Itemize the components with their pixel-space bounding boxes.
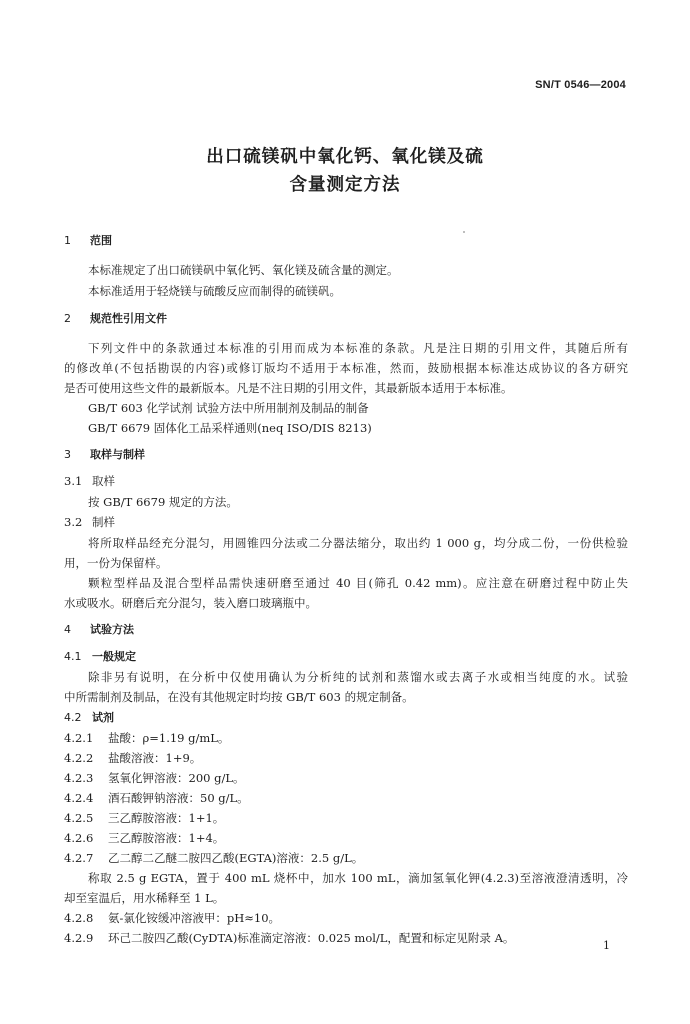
item-text: 氨-氯化铵缓冲溶液甲：pH≈10。 [108,911,281,925]
subsection-4-2 [64,710,628,726]
item-text: 三乙醇胺溶液：1+4。 [108,831,225,845]
section-number: 2 [64,312,71,325]
section-title: 范围 [90,234,112,247]
item-number: 4.2.2 [64,751,94,765]
reagent-item [64,730,628,746]
subsection-number: 4.2 [64,711,82,724]
item-number: 4.2.9 [64,931,94,945]
paragraph-line: 称取 2.5 g EGTA，置于 400 mL 烧杯中，加水 100 mL，滴加氢氧化钾(4.2.3)至溶液澄清透明，冷 [88,871,628,885]
subsection-number: 3.2 [64,515,83,529]
subsection-number: 3.1 [64,474,83,488]
subsection-title: 制样 [92,515,115,529]
section-1-heading [64,233,628,249]
paragraph-line: 却至室温后，用水稀释至 1 L。 [64,891,225,905]
page-number: 1 [603,939,610,952]
item-number: 4.2.6 [64,831,94,845]
section-3-heading [64,447,628,463]
normative-reference: GB/T 603 化学试剂 试验方法中所用制剂及制品的制备 [88,401,369,415]
subsection-title: 一般规定 [92,650,136,663]
section-2-heading [64,311,628,327]
standard-code: SN/T 0546—2004 [535,79,626,91]
subsection-3-1 [64,473,628,489]
normative-reference: GB/T 6679 固体化工品采样通则(neq ISO/DIS 8213) [88,421,372,435]
paragraph-line: 用，一份为保留样。 [64,556,168,570]
section-title: 规范性引用文件 [90,312,167,325]
reagent-item [64,930,628,946]
reagent-item [64,830,628,846]
subsection-title: 试剂 [92,711,114,724]
subsection-4-1 [64,649,628,665]
paragraph-line: 是否可使用这些文件的最新版本。凡是不注日期的引用文件，其最新版本适用于本标准。 [64,381,513,395]
item-number: 4.2.1 [64,731,94,745]
subsection-3-2 [64,514,628,530]
paragraph: 本标准规定了出口硫镁矾中氧化钙、氧化镁及硫含量的测定。 [88,263,399,277]
reagent-item [64,770,628,786]
paragraph-line: 除非另有说明，在分析中仅使用确认为分析纯的试剂和蒸馏水或去离子水或相当纯度的水。试验 [88,670,628,684]
paragraph-line: 的修改单(不包括勘误的内容)或修订版均不适用于本标准，然而，鼓励根据本标准达成协议的各方研究 [64,361,628,375]
item-text: 盐酸：ρ=1.19 g/mL。 [108,731,230,745]
item-number: 4.2.3 [64,771,94,785]
paragraph-line: 下列文件中的条款通过本标准的引用而成为本标准的条款。凡是注日期的引用文件，其随后所有 [88,341,628,355]
paragraph: 按 GB/T 6679 规定的方法。 [88,495,238,509]
item-number: 4.2.4 [64,791,94,805]
paragraph-line: 将所取样品经充分混匀，用圆锥四分法或二分器法缩分，取出约 1 000 g，均分成二份，一份供检验 [88,536,628,550]
section-title: 试验方法 [90,623,134,636]
section-4-heading [64,622,628,638]
item-text: 酒石酸钾钠溶液：50 g/L。 [108,791,249,805]
section-number: 4 [64,623,71,636]
reagent-item [64,910,628,926]
item-text: 三乙醇胺溶液：1+1。 [108,811,225,825]
subsection-title: 取样 [92,474,115,488]
reagent-item [64,750,628,766]
reagent-item [64,790,628,806]
subsection-number: 4.1 [64,650,82,663]
document-title-line1: 出口硫镁矾中氧化钙、氧化镁及硫 [206,147,484,167]
paragraph-line: 中所需制剂及制品，在没有其他规定时均按 GB/T 603 的规定制备。 [64,690,414,704]
item-number: 4.2.8 [64,911,94,925]
reagent-item [64,810,628,826]
paragraph: 本标准适用于轻烧镁与硫酸反应而制得的硫镁矾。 [88,284,341,298]
item-text: 环己二胺四乙酸(CyDTA)标准滴定溶液：0.025 mol/L，配置和标定见附录 A。 [108,931,515,945]
document-title-line2: 含量测定方法 [289,175,401,195]
item-number: 4.2.7 [64,851,94,865]
reagent-item [64,850,628,866]
item-text: 氢氧化钾溶液：200 g/L。 [108,771,245,785]
item-text: 盐酸溶液：1+9。 [108,751,202,765]
paragraph-line: 水或吸水。研磨后充分混匀，装入磨口玻璃瓶中。 [64,596,317,610]
section-number: 1 [64,234,71,247]
section-title: 取样与制样 [90,448,145,461]
item-text: 乙二醇二乙醚二胺四乙酸(EGTA)溶液：2.5 g/L。 [108,851,364,865]
paragraph-line: 颗粒型样品及混合型样品需快速研磨至通过 40 目(筛孔 0.42 mm)。应注意在研磨过程中防止失 [88,576,628,590]
section-number: 3 [64,448,71,461]
item-number: 4.2.5 [64,811,94,825]
